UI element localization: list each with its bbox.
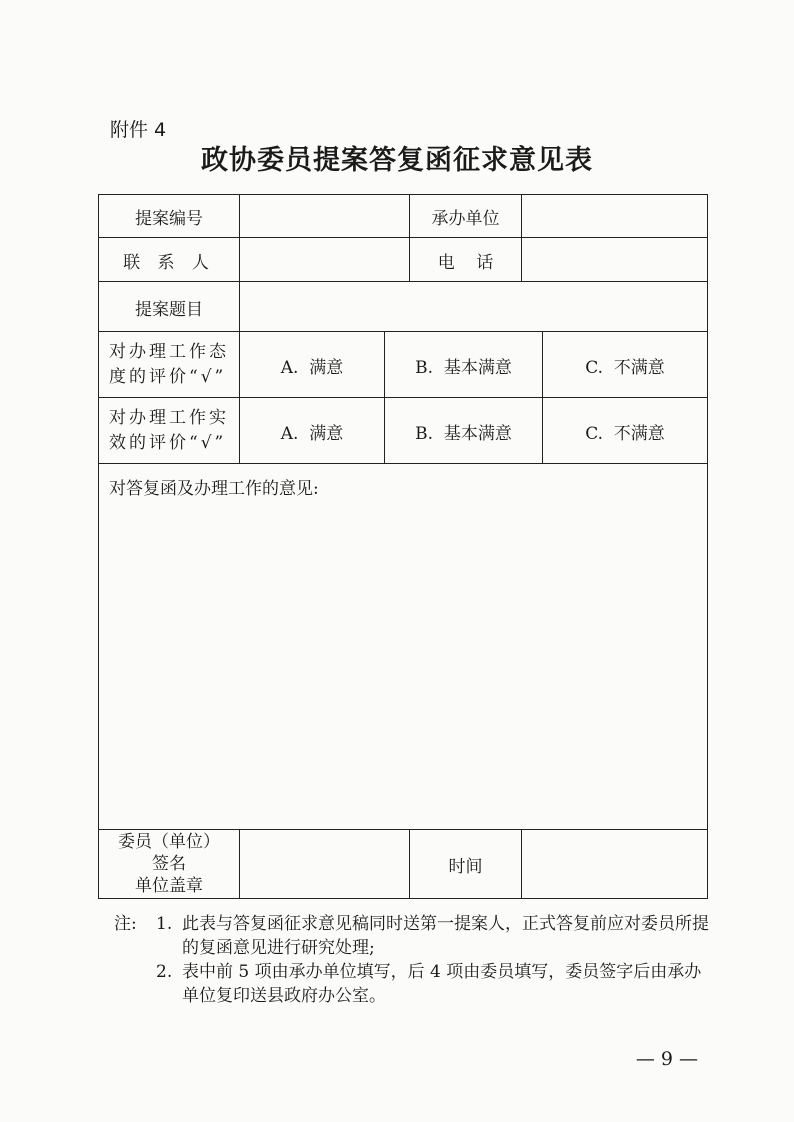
effect-option-basically-satisfied[interactable]: B. 基本满意: [384, 398, 542, 464]
note-item-2-number: 2.: [156, 962, 173, 982]
note-item-2: [156, 960, 718, 1008]
opinion-form-table: [98, 194, 708, 899]
note-item-1-number: 1.: [156, 914, 173, 934]
contact-field[interactable]: [239, 238, 409, 282]
time-field[interactable]: [521, 830, 707, 898]
attitude-label: [99, 332, 239, 398]
annex-label: 附件 4: [110, 119, 167, 141]
phone-field[interactable]: [521, 238, 707, 282]
attitude-label-line2: 度的评价“√”: [109, 367, 227, 387]
attitude-option-satisfied[interactable]: A. 满意: [239, 332, 384, 398]
row-attitude-evaluation: [99, 331, 707, 398]
note-item-1-text: 此表与答复函征求意见稿同时送第一提案人，正式答复前应对委员所提的复函意见进行研究处理;: [182, 914, 709, 958]
note-item-1: [156, 912, 718, 960]
row-effect-evaluation: [99, 397, 707, 464]
signature-label-line1: 委员（单位）: [118, 832, 220, 852]
row-proposal-number: [99, 195, 707, 237]
signature-field[interactable]: [239, 830, 409, 898]
signature-label-line2: 签名: [152, 854, 186, 874]
page-number: — 9 —: [635, 1048, 698, 1070]
row-opinion: [99, 463, 707, 830]
row-contact: [99, 237, 707, 282]
opinion-label: 对答复函及办理工作的意见:: [109, 479, 319, 499]
dept-field[interactable]: [521, 195, 707, 237]
page-title: 政协委员提案答复函征求意见表: [201, 145, 593, 176]
row-signature: [99, 829, 707, 898]
phone-label: 电 话: [409, 238, 521, 282]
notes-prefix: 注:: [114, 914, 137, 934]
time-label: 时间: [409, 830, 521, 898]
proposal-number-field[interactable]: [239, 195, 409, 237]
attitude-label-line1: 对办理工作态: [109, 342, 229, 362]
effect-label-line1: 对办理工作实: [109, 408, 229, 428]
dept-label: 承办单位: [409, 195, 521, 237]
attitude-option-basically-satisfied[interactable]: B. 基本满意: [384, 332, 542, 398]
notes: [114, 912, 718, 1008]
attitude-option-unsatisfied[interactable]: C. 不满意: [542, 332, 707, 398]
subject-label: 提案题目: [135, 299, 203, 320]
row-subject: [99, 281, 707, 332]
proposal-number-label: 提案编号: [135, 208, 203, 229]
signature-label-line3: 单位盖章: [135, 876, 203, 896]
effect-label: [99, 398, 239, 464]
effect-option-unsatisfied[interactable]: C. 不满意: [542, 398, 707, 464]
contact-label: 联 系 人: [123, 252, 215, 273]
note-item-2-text: 表中前 5 项由承办单位填写，后 4 项由委员填写，委员签字后由承办单位复印送县政府办公室。: [182, 962, 702, 1006]
effect-label-line2: 效的评价“√”: [109, 433, 227, 453]
subject-field[interactable]: [239, 282, 707, 332]
effect-option-satisfied[interactable]: A. 满意: [239, 398, 384, 464]
opinion-field[interactable]: [99, 504, 707, 830]
signature-label: [99, 830, 239, 898]
